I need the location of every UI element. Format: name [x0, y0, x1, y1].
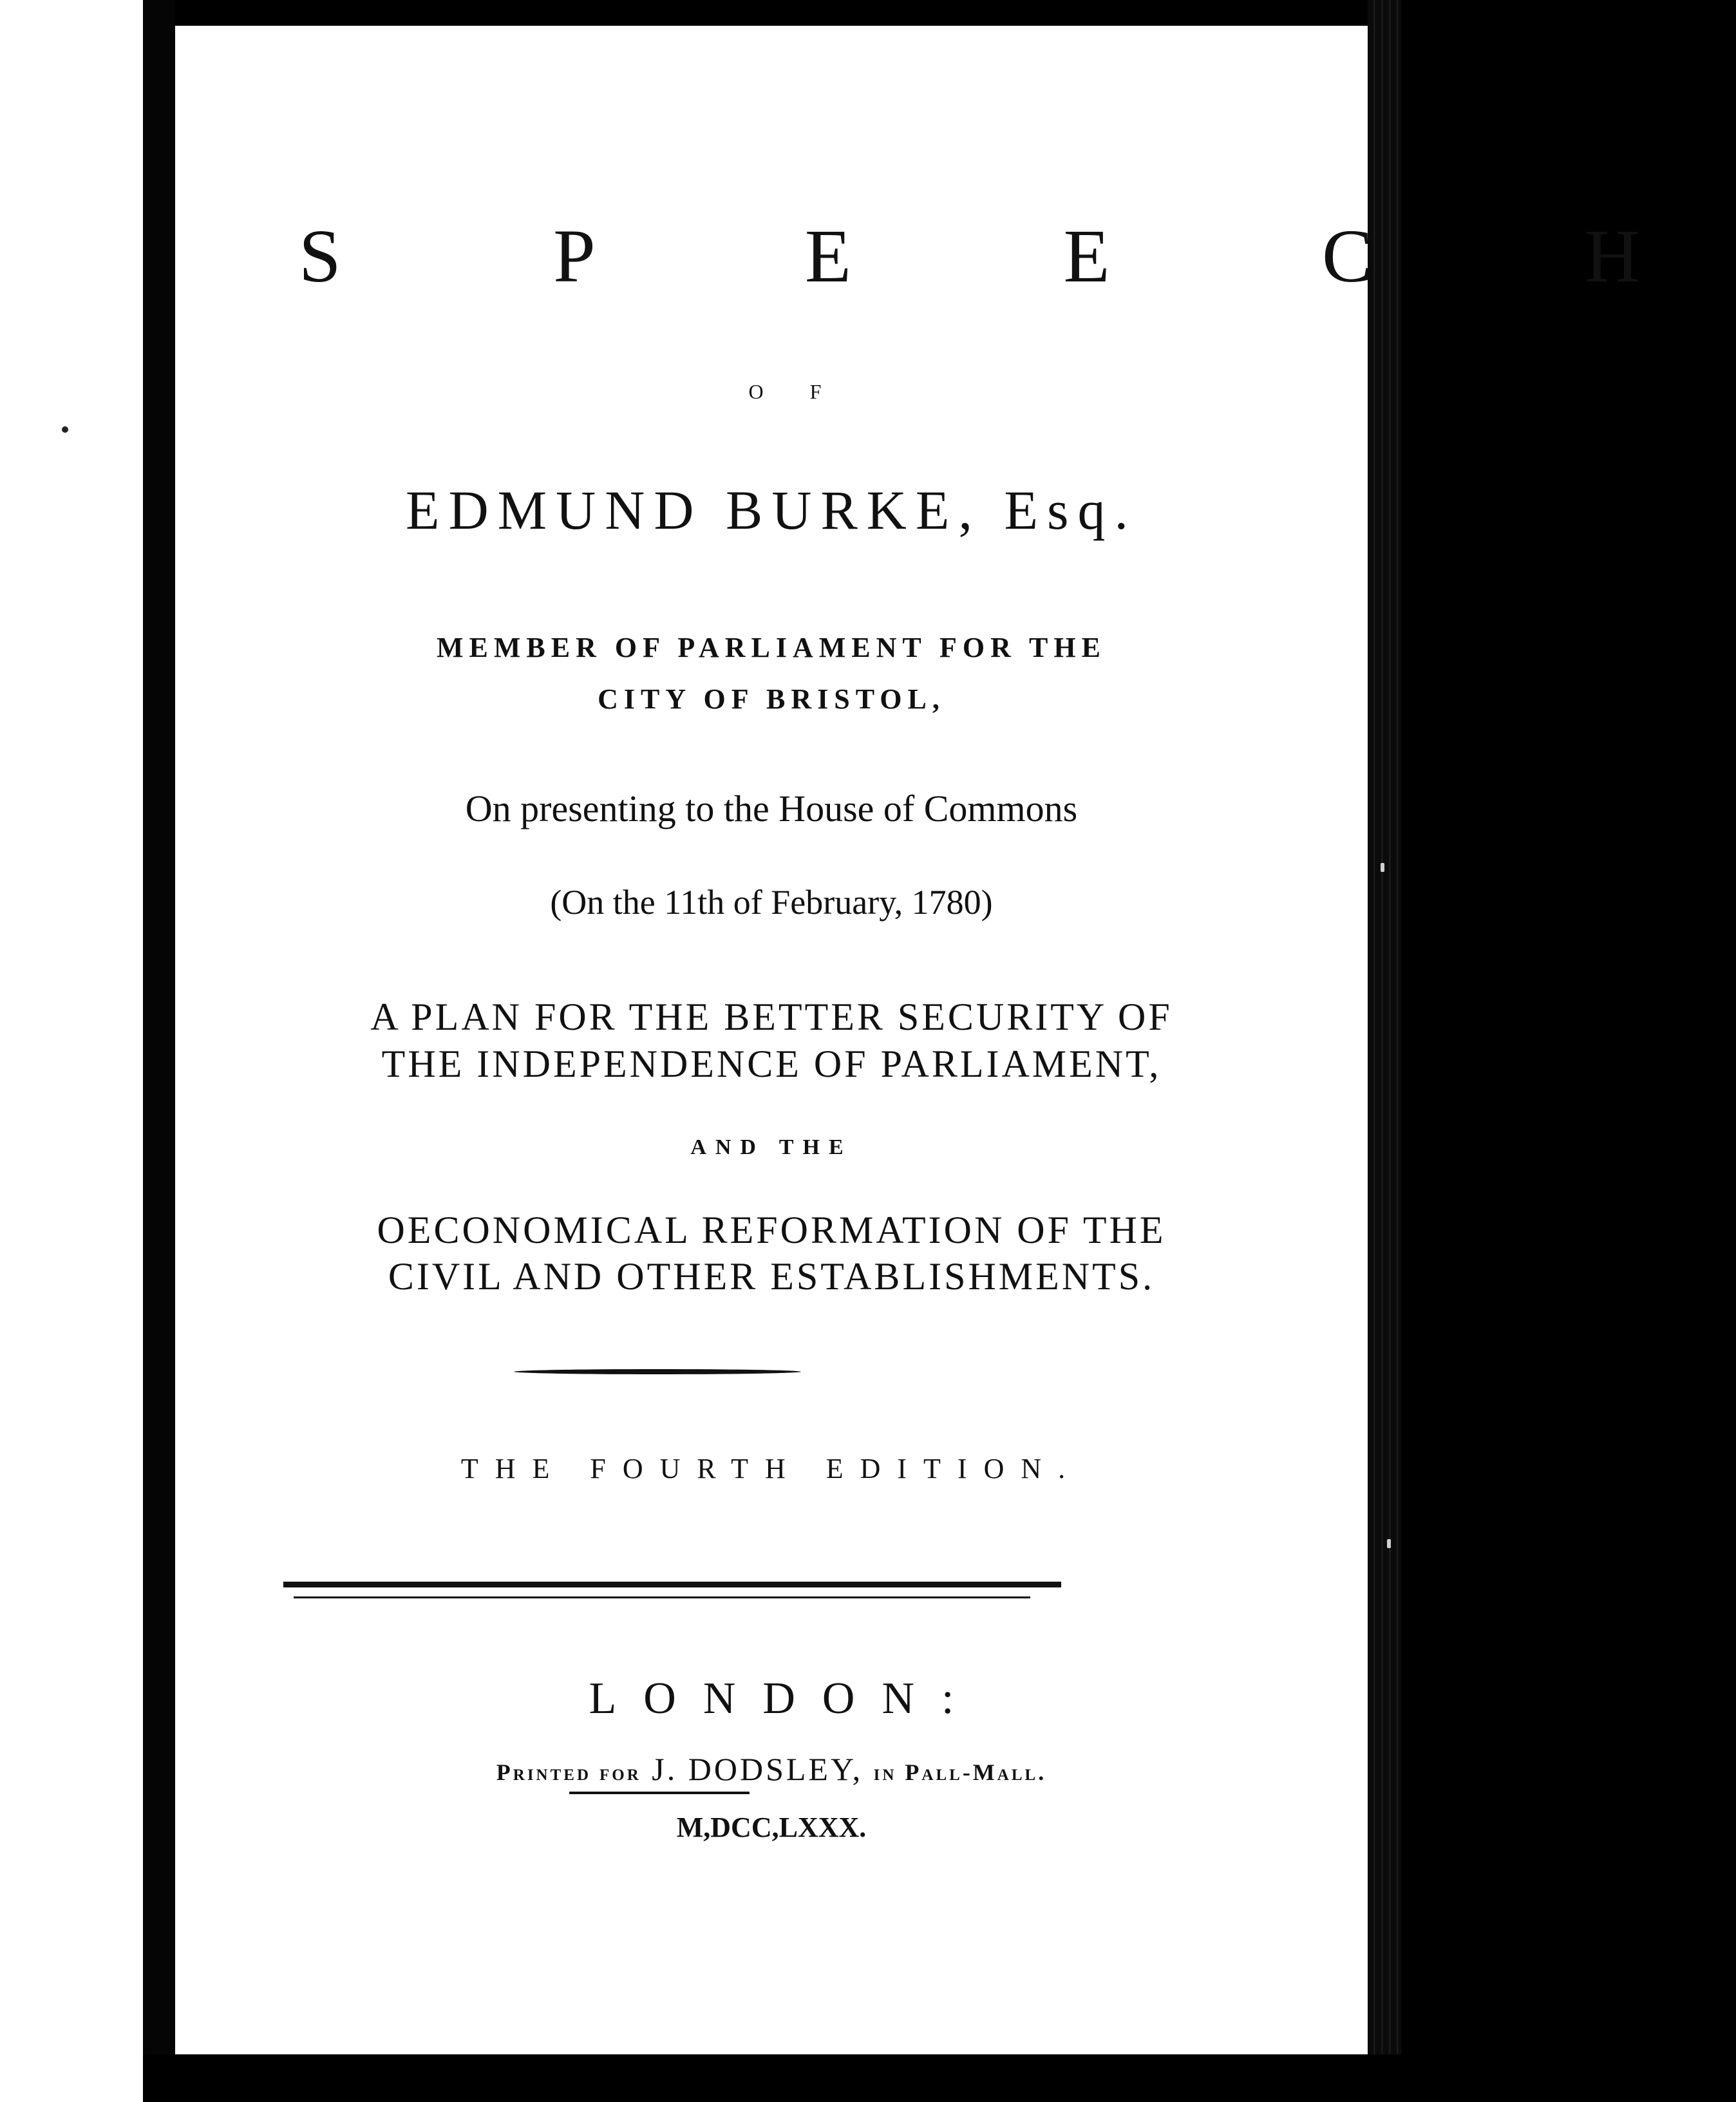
- imprint-line: [175, 1750, 1368, 1788]
- author-name: EDMUND BURKE, Esq.: [406, 479, 1137, 541]
- imprint-rule: [569, 1792, 750, 1794]
- ink-speck: [62, 426, 68, 433]
- and-the-line: AND THE: [690, 1135, 853, 1159]
- double-rule-thin: [294, 1596, 1030, 1598]
- edition-line: THE FOURTH EDITION.: [460, 1453, 1082, 1484]
- plan-line-1: A PLAN FOR THE BETTER SECURITY OF: [370, 996, 1173, 1038]
- printer-name: J. DODSLEY,: [652, 1751, 863, 1787]
- occasion-line: On presenting to the House of Commons: [465, 788, 1078, 829]
- printer-location: in Pall-Mall.: [873, 1759, 1047, 1785]
- double-rule-thick: [283, 1582, 1061, 1587]
- edge-mark: [1381, 863, 1384, 872]
- scan-bottom-border: [143, 2054, 1401, 2102]
- title-of: O F: [748, 380, 842, 403]
- facing-page-edge: [0, 0, 143, 2102]
- reform-line-1: OECONOMICAL REFORMATION OF THE: [377, 1209, 1166, 1251]
- book-gutter: [143, 0, 175, 2102]
- imprint-year: M,DCC,LXXX.: [676, 1812, 867, 1843]
- printed-for-label: Printed for: [496, 1759, 641, 1785]
- edge-mark: [1387, 1539, 1391, 1548]
- swelled-rule: [514, 1369, 801, 1374]
- imprint-place: LONDON:: [589, 1674, 981, 1723]
- date-line: (On the 11th of February, 1780): [550, 883, 993, 922]
- plan-line-2: THE INDEPENDENCE OF PARLIAMENT,: [381, 1043, 1162, 1085]
- page-fore-edge: [1368, 0, 1401, 2102]
- title-speech: S P E E C H: [299, 214, 1736, 298]
- reform-line-2: CIVIL AND OTHER ESTABLISHMENTS.: [388, 1255, 1155, 1298]
- member-line-2: CITY OF BRISTOL,: [598, 683, 945, 715]
- member-line-1: MEMBER OF PARLIAMENT FOR THE: [437, 632, 1106, 663]
